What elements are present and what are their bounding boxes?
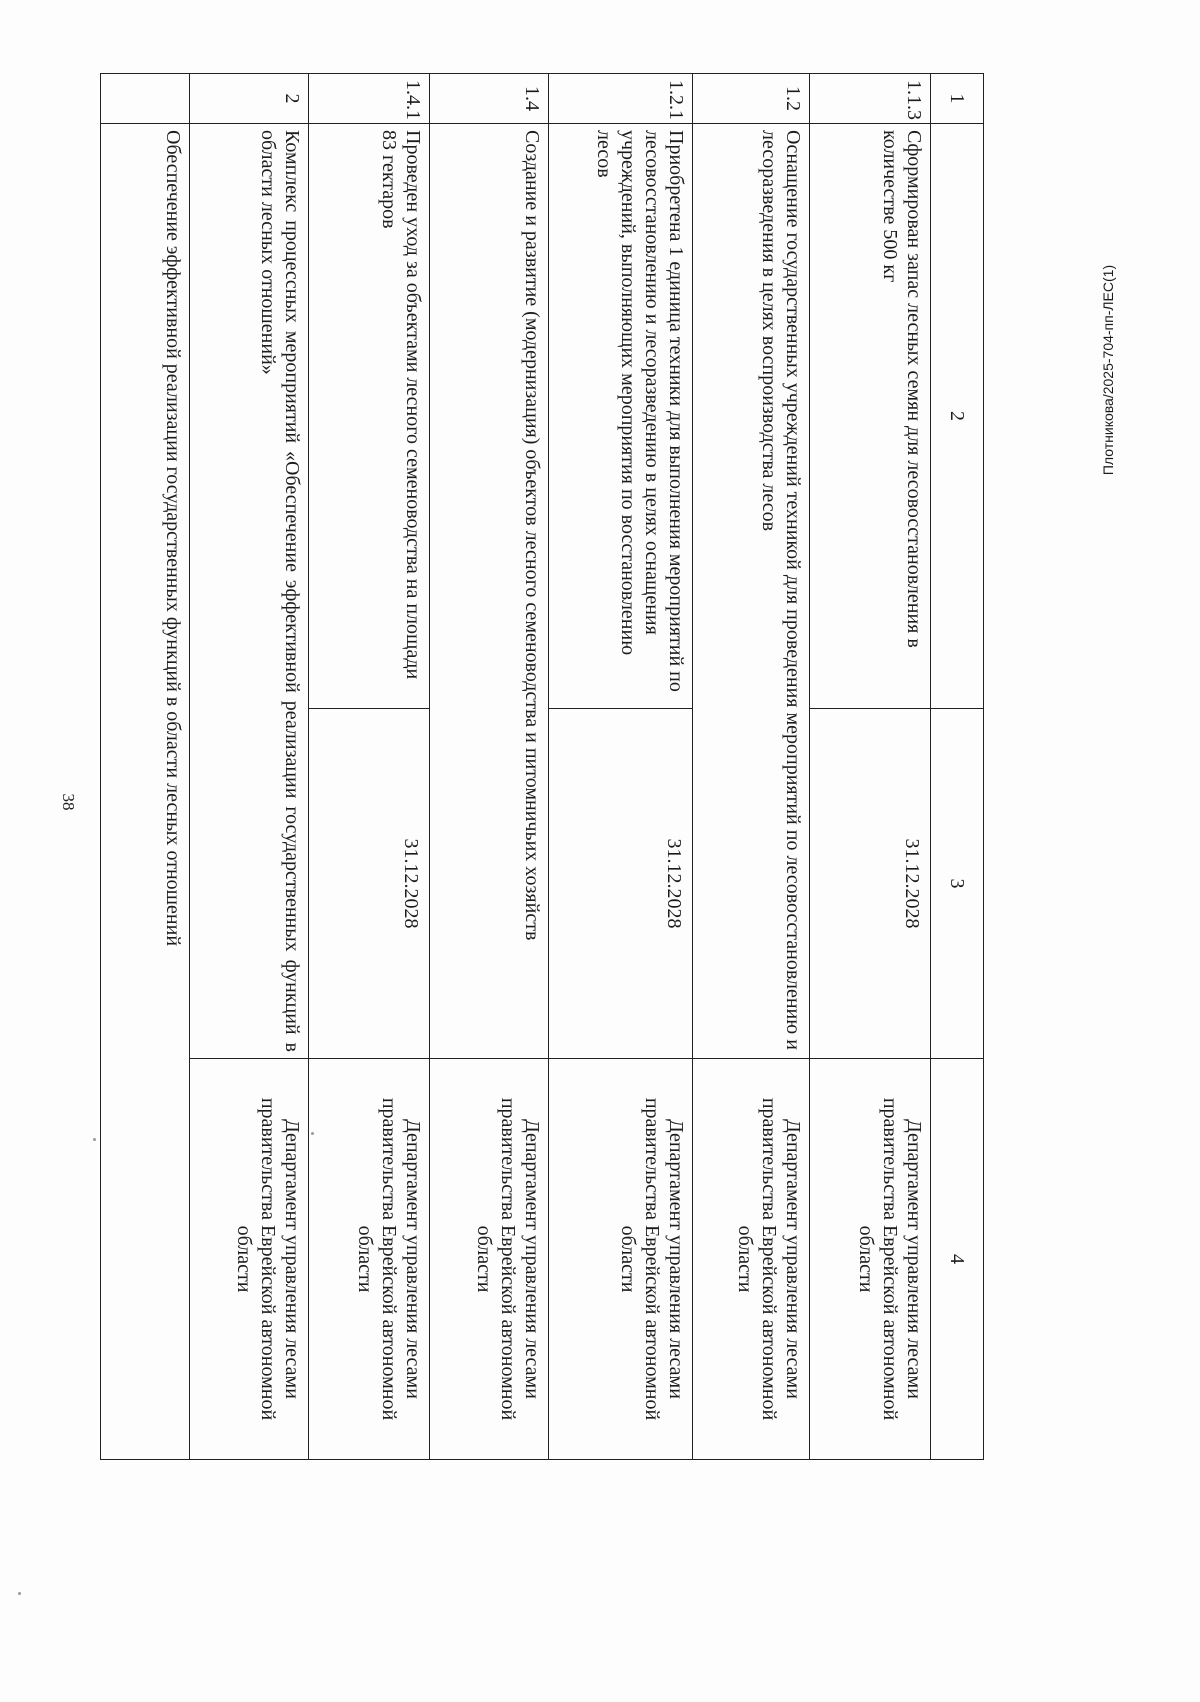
measures-table: [100, 73, 984, 1460]
row-number: [101, 74, 190, 124]
row-date: 31.12.2028: [549, 709, 693, 1059]
row-number: 1.4: [430, 74, 549, 124]
row-department: Департамент управления лесами правительства Еврейской автономной области: [549, 1059, 693, 1460]
row-task: Создание и развитие (модернизация) объектов лесного семеноводства и питомничьих хозяйств: [430, 124, 549, 1059]
row-department: Департамент управления лесами правительства Еврейской автономной области: [693, 1059, 810, 1460]
page-number: 38: [59, 793, 78, 811]
row-number: 1.1.3: [810, 74, 931, 124]
table-row: [309, 74, 430, 1460]
scan-speck: [18, 1592, 21, 1595]
row-task: Оснащение государственных учреждений техникой для проведения мероприятий по лесовосстановлению и лесоразведения в целях воспроизводства лесов: [693, 124, 810, 1059]
row-number: 2: [190, 74, 309, 124]
row-task: Сформирован запас лесных семян для лесовосстановления в количестве 500 кг: [810, 124, 931, 709]
row-department: Департамент управления лесами правительства Еврейской автономной области: [309, 1059, 430, 1460]
scan-speck: [93, 1138, 96, 1141]
table-row: [549, 74, 693, 1460]
table-row: [101, 74, 190, 1460]
table-row: [430, 74, 549, 1460]
header-col-4: 4: [931, 1059, 984, 1460]
rotated-table: [134, 73, 984, 1459]
row-date: 31.12.2028: [810, 709, 931, 1059]
header-col-2: 2: [931, 124, 984, 709]
row-task: Приобретена 1 единица техники для выполнения мероприятий по лесовосстановлению и лесоразведению в целях оснащения учреждений, выполняющих мероприятия по восстановлению лесов: [549, 124, 693, 709]
row-task: Проведен уход за объектами лесного семеноводства на площади 83 гектаров: [309, 124, 430, 709]
row-date: 31.12.2028: [309, 709, 430, 1059]
row-department: Департамент управления лесами правительства Еврейской автономной области: [190, 1059, 309, 1460]
row-number: 1.4.1: [309, 74, 430, 124]
row-number: 1.2: [693, 74, 810, 124]
row-number: 1.2.1: [549, 74, 693, 124]
table-row: [190, 74, 309, 1460]
row-task: Комплекс процессных мероприятий «Обеспечение эффективной реализации государственных функций в области лесных отношений»: [190, 124, 309, 1059]
header-col-3: 3: [931, 709, 984, 1059]
row-department: Департамент управления лесами правительства Еврейской автономной области: [430, 1059, 549, 1460]
row-department: Департамент управления лесами правительства Еврейской автономной области: [810, 1059, 931, 1460]
row-task: Обеспечение эффективной реализации государственных функций в области лесных отношений: [101, 124, 190, 1460]
document-code: Плотникова/2025-704-пп-ЛЕС(1): [1100, 264, 1116, 476]
table-row: [693, 74, 810, 1460]
table-header-row: [931, 74, 984, 1460]
header-col-1: 1: [931, 74, 984, 124]
table-row: [810, 74, 931, 1460]
